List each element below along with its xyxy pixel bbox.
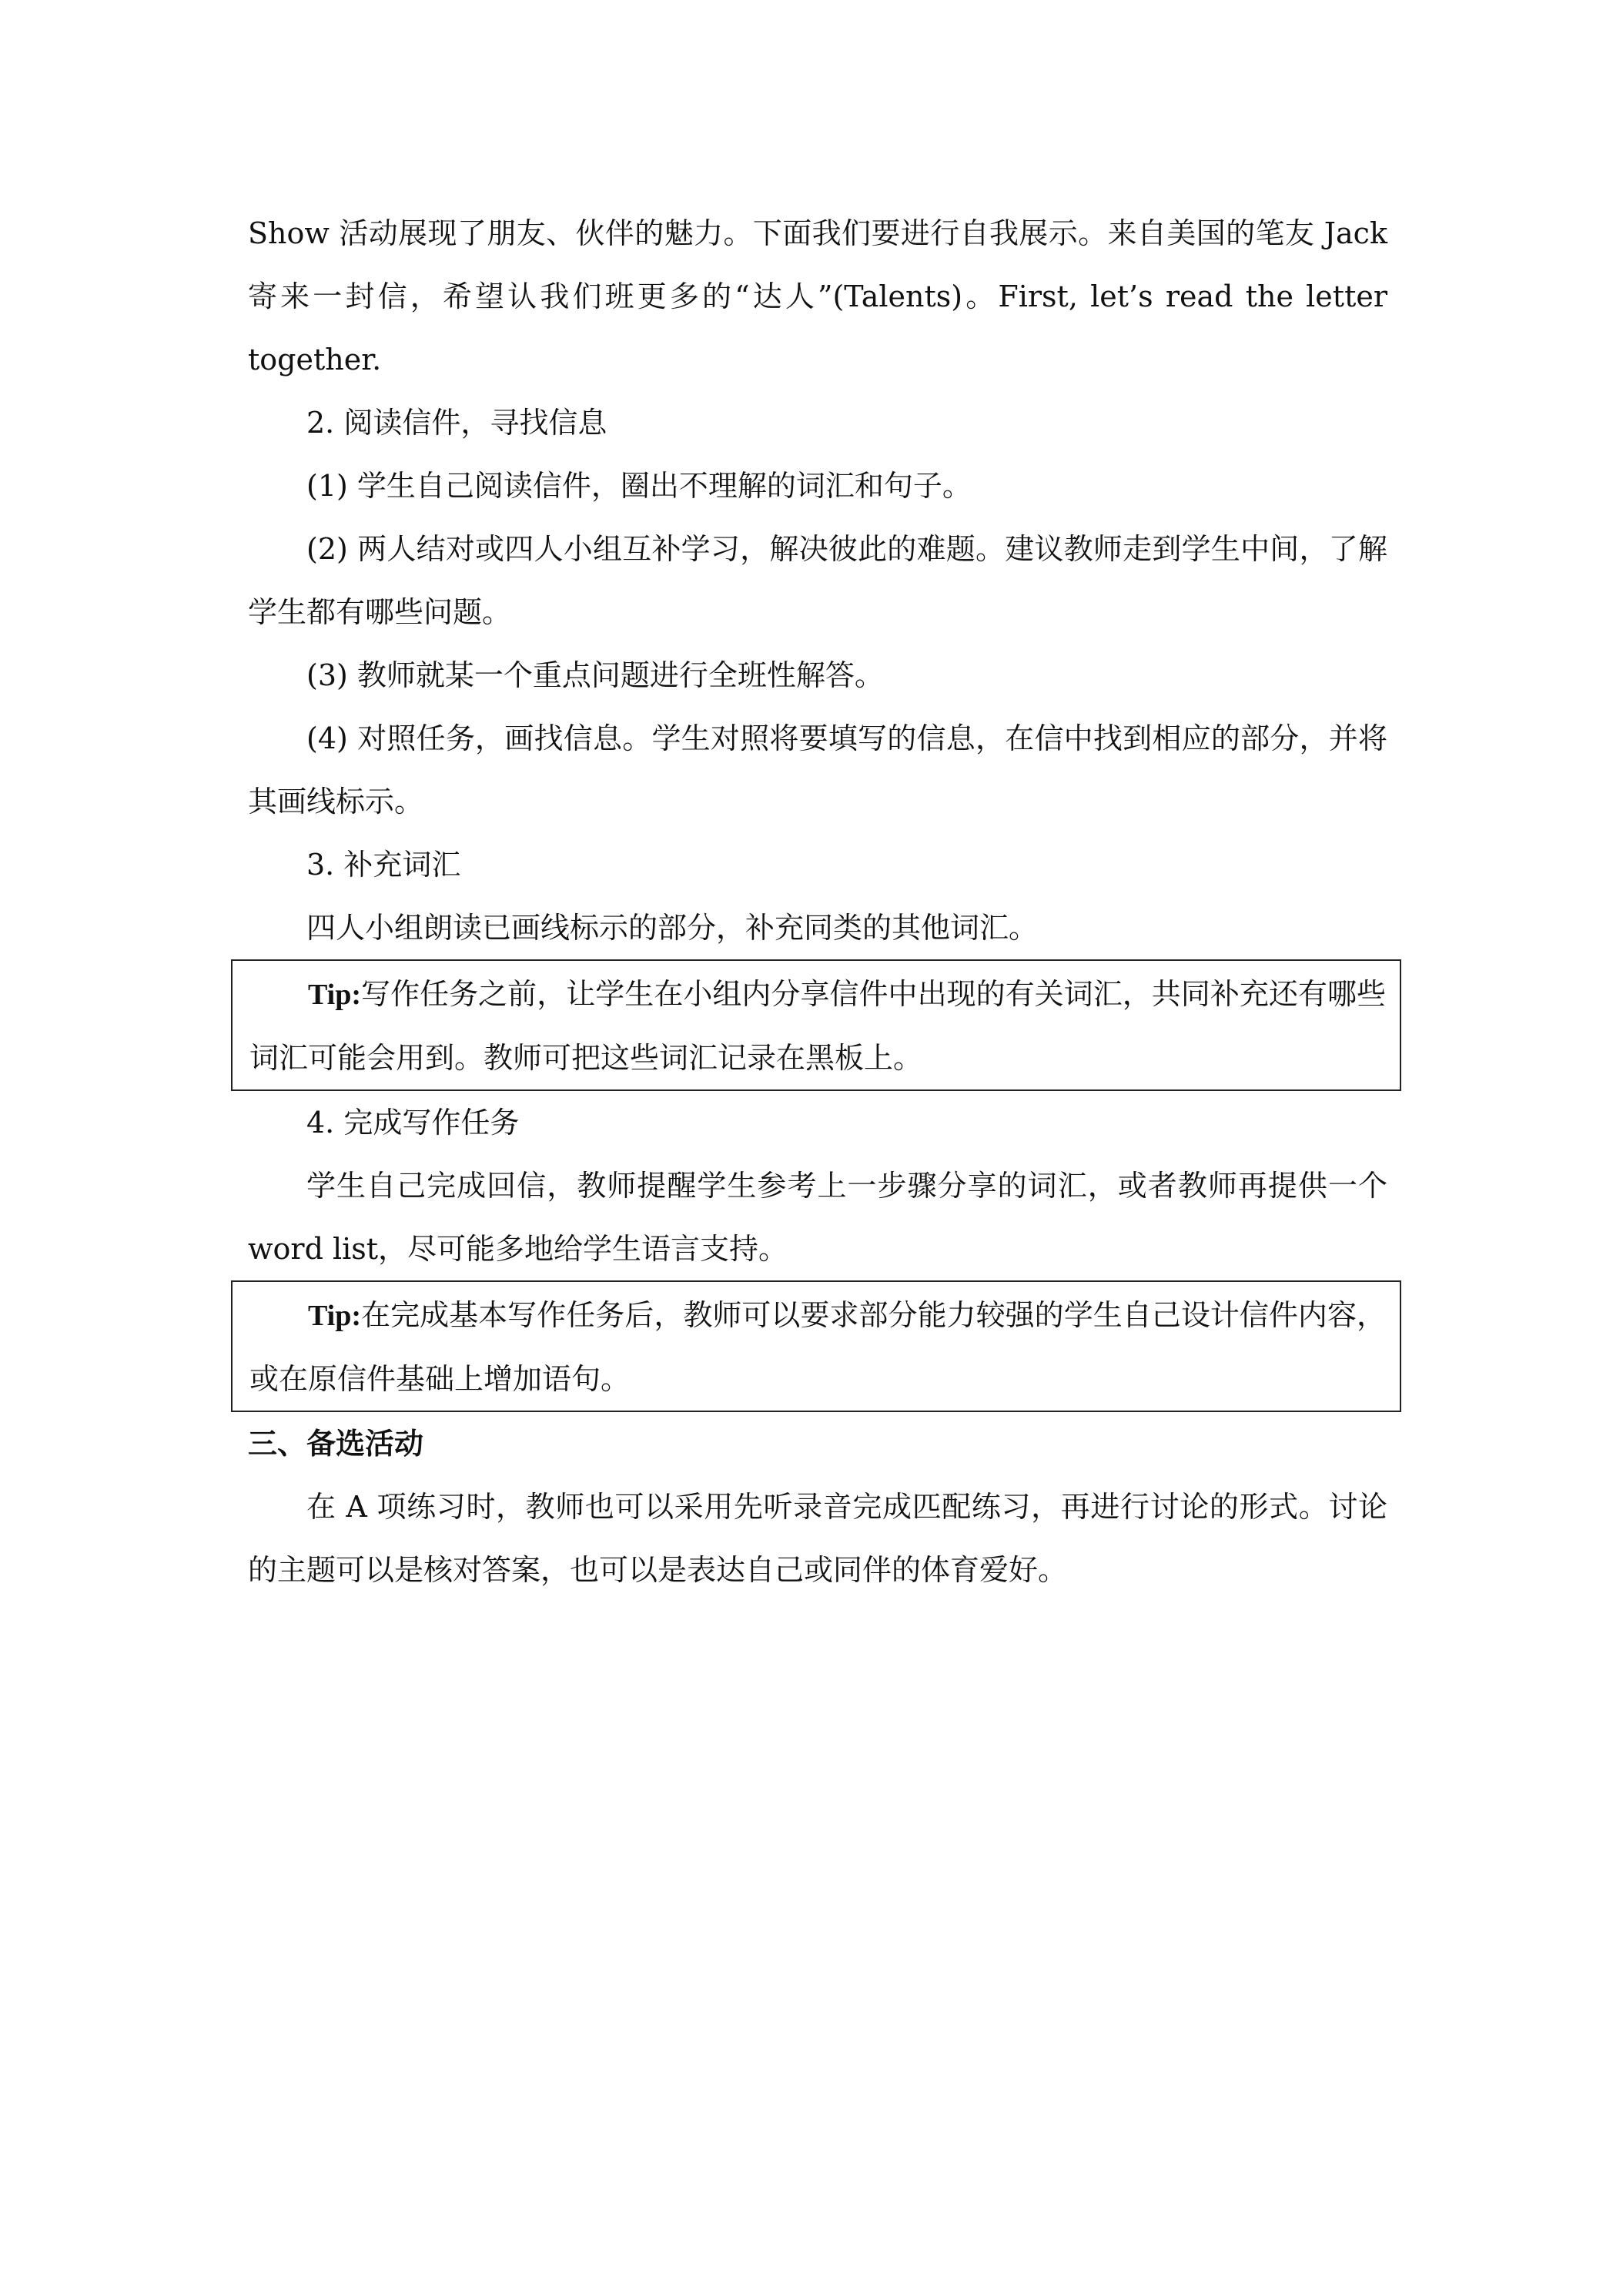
- step2-item-3: (3) 教师就某一个重点问题进行全班性解答。: [306, 658, 884, 692]
- tip-2-text: 在完成基本写作任务后，教师可以要求部分能力较强的学生自己设计信件内容，或在原信件基础上增加语句。: [249, 1298, 1386, 1396]
- step3-heading: 3. 补充词汇: [306, 848, 461, 882]
- step4-text: 学生自己完成回信，教师提醒学生参考上一步骤分享的词汇，或者教师再提供一个 word list，尽可能多地给学生语言支持。: [248, 1169, 1387, 1266]
- tip-1-text: 写作任务之前，让学生在小组内分享信件中出现的有关词汇，共同补充还有哪些词汇可能会用到。教师可把这些词汇记录在黑板上。: [249, 977, 1386, 1075]
- step3-text: 四人小组朗读已画线标示的部分，补充同类的其他词汇。: [306, 911, 1039, 945]
- step2-item-1: (1) 学生自己阅读信件，圈出不理解的词汇和句子。: [306, 469, 972, 503]
- step2-item-2: (2) 两人结对或四人小组互补学习，解决彼此的难题。建议教师走到学生中间，了解学生都有哪些问题。: [248, 532, 1387, 629]
- section-3-text: 在 A 项练习时，教师也可以采用先听录音完成匹配练习，再进行讨论的形式。讨论的主题可以是核对答案，也可以是表达自己或同伴的体育爱好。: [248, 1490, 1387, 1587]
- tip-box-2: [231, 1280, 1401, 1412]
- tip-box-1: [231, 959, 1401, 1091]
- tip-2-paragraph: [249, 1284, 1386, 1411]
- tip-2-label: Tip:: [308, 1300, 362, 1332]
- step4-heading: 4. 完成写作任务: [306, 1106, 520, 1140]
- document-body: [248, 202, 1387, 1602]
- tip-1-paragraph: [249, 962, 1386, 1089]
- step2-item-4: (4) 对照任务，画找信息。学生对照将要填写的信息，在信中找到相应的部分，并将其画线标示。: [248, 721, 1387, 818]
- intro-paragraph: Show 活动展现了朋友、伙伴的魅力。下面我们要进行自我展示。来自美国的笔友 Jack 寄来一封信，希望认我们班更多的“达人”(Talents)。First, let’s read the letter together.: [248, 216, 1387, 377]
- step2-heading: 2. 阅读信件，寻找信息: [306, 406, 607, 440]
- section-3-heading: 三、备选活动: [248, 1427, 424, 1461]
- tip-1-label: Tip:: [308, 979, 362, 1011]
